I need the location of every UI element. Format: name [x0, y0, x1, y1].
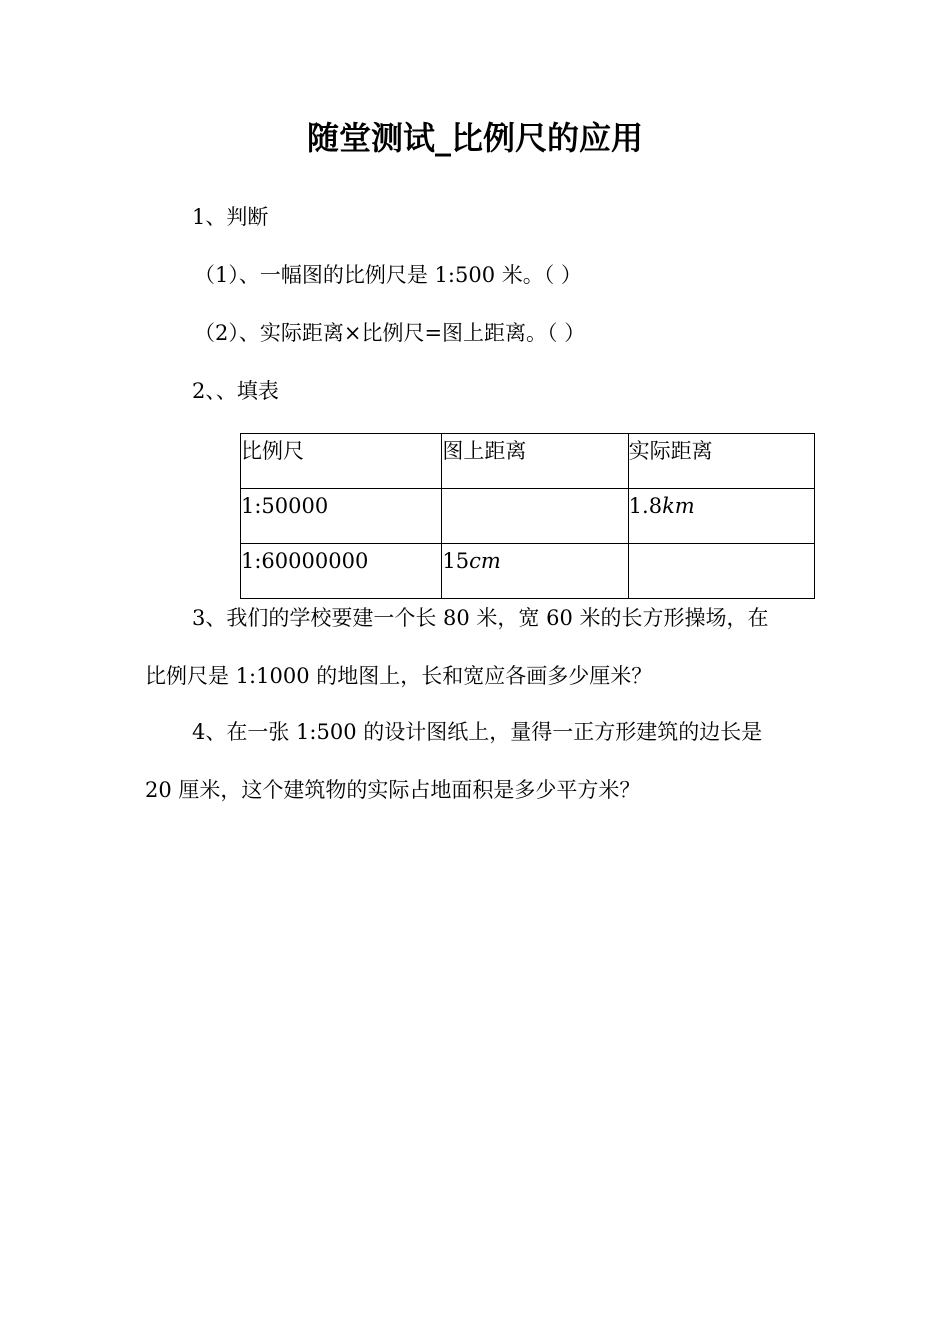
table-row: [241, 544, 815, 599]
row2-scale: 1:60000000: [241, 549, 369, 573]
table-cell-blank: [442, 489, 628, 544]
row1-real-value: 1.8: [628, 494, 663, 518]
q4-line-2: 20 厘米，这个建筑物的实际占地面积是多少平方米？: [145, 778, 641, 802]
row2-map-value: 15: [442, 549, 470, 573]
table-cell-blank: [628, 544, 814, 599]
table-header-cell: [442, 434, 628, 489]
q1-heading: 1、判断: [192, 205, 269, 229]
header-map-distance: 图上距离: [442, 439, 527, 463]
row2-map-distance: [442, 544, 627, 575]
row2-real-distance: [629, 544, 814, 547]
table-cell: [241, 489, 442, 544]
row1-map-distance: [442, 489, 627, 492]
row1-real-unit: km: [662, 494, 695, 518]
q2-heading: 2、、填表: [192, 379, 279, 403]
table-header-cell: [241, 434, 442, 489]
scale-fill-table: [240, 433, 815, 599]
header-real-distance: 实际距离: [628, 439, 713, 463]
row2-map-unit: cm: [469, 549, 501, 573]
q3-line-2: 比例尺是 1:1000 的地图上，长和宽应各画多少厘米？: [145, 664, 653, 688]
table-cell: [241, 544, 442, 599]
header-scale: 比例尺: [241, 439, 304, 463]
row1-scale: 1:50000: [241, 494, 329, 518]
table-row: [241, 489, 815, 544]
q1-item-2: （2）、实际距离×比例尺=图上距离。（ ）: [194, 321, 586, 345]
table-cell: [628, 489, 814, 544]
q4-line-1: 4、在一张 1:500 的设计图纸上，量得一正方形建筑的边长是: [192, 720, 763, 744]
table-header-cell: [628, 434, 814, 489]
page-title: 随堂测试_比例尺的应用: [306, 119, 643, 157]
q3-line-1: 3、我们的学校要建一个长 80 米，宽 60 米的长方形操场，在: [192, 606, 769, 630]
q1-item-1: （1）、一幅图的比例尺是 1:500 米。（ ）: [194, 263, 582, 287]
row1-real-distance: [629, 489, 814, 520]
table-header-row: [241, 434, 815, 489]
table-cell: [442, 544, 628, 599]
